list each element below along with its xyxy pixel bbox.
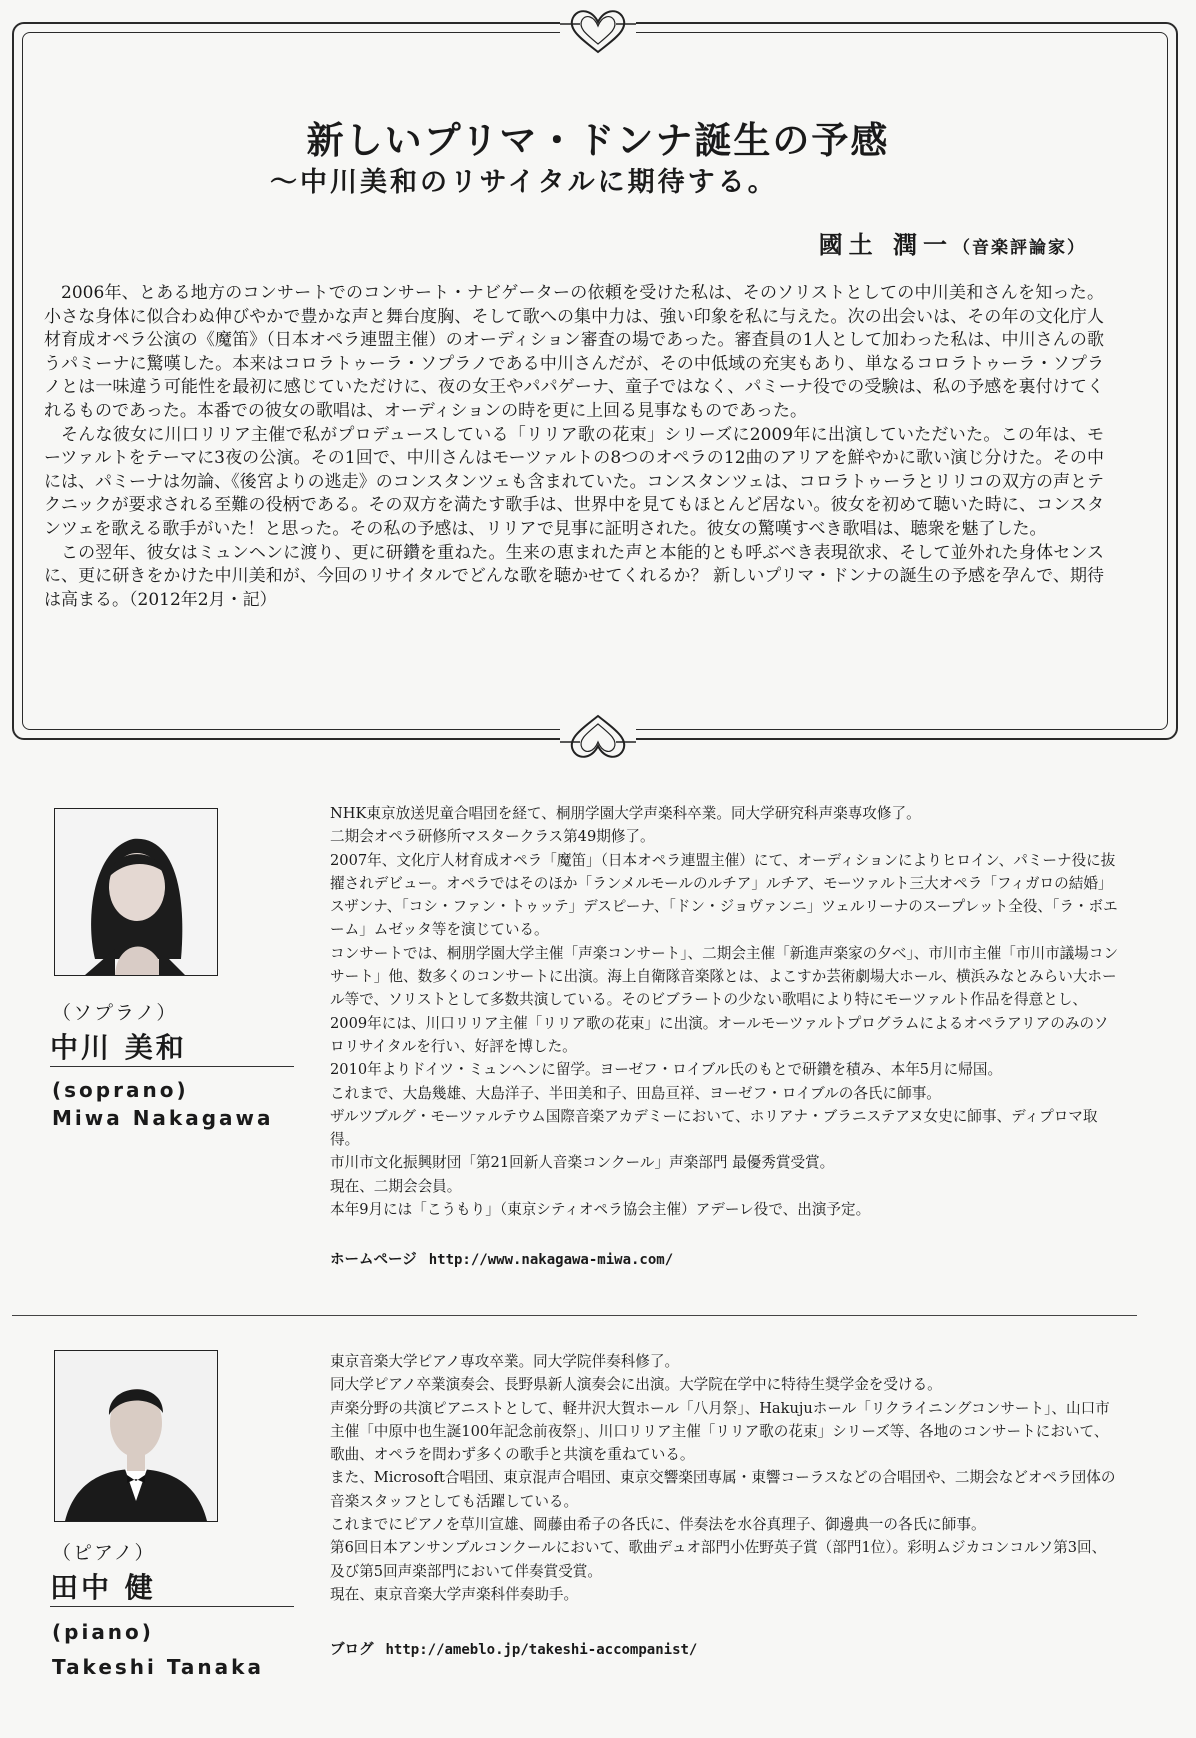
blog-label: ブログ [330,1642,374,1658]
bio-line: ザルツブルグ・モーツァルテウム国際音楽アカデミーにおいて、ホリアナ・ブラニステアヌ女史に師事、ディプロマ取得。 [330,1107,1098,1149]
bio-line: また、Microsoft合唱団、東京混声合唱団、東京交響楽団専属・東響コーラスなどの合唱団や、二期会などオペラ団体の音楽スタッフとしても活躍している。 [330,1469,1116,1510]
bio-line: コンサートでは、桐朋学園大学主催「声楽コンサート」、二期会主催「新進声楽家の夕べ」、市川市主催「市川市議場コンサート」他、数多くのコンサートに出演。海上自衛隊音楽隊とは、よこすか芸術劇場大ホール、横浜みなとみらい大ホール等で、ソリストとして多数共演している。そのビブラートの少ない歌唱により特にモーツァルト作品を得意とし、2009年には、川口リリア主催「リリア歌の花束」に出演。オールモーツァルトプログラムによるオペラアリアのみのソロリサイタルを行い、好評を博した。 [330,944,1119,1055]
pianist-name-en: Takeshi Tanaka [52,1655,264,1679]
bio-line: これまでにピアノを草川宣雄、岡藤由希子の各氏に、伴奏法を水谷真理子、御邊典一の各氏に師事。 [330,1516,986,1534]
author-name: 國土 潤一 [818,230,953,259]
pianist-bio [330,1350,1120,1606]
bio-line: NHK東京放送児童合唱団を経て、桐朋学園大学声楽科卒業。同大学研究科声楽専攻修了。 [330,805,921,822]
soprano-name-en: Miwa Nakagawa [52,1106,274,1130]
soprano-photo [54,808,218,976]
homepage-label: ホームページ [330,1252,417,1268]
pianist-photo [54,1350,218,1522]
soprano-role-jp: （ソプラノ） [52,1002,178,1024]
bio-line: 声楽分野の共演ピアニストとして、軽井沢大賀ホール「八月祭」、Hakujuホール「リクライニングコンサート」、山口市主催「中原中也生誕100年記念前夜祭」、川口リリア主催「リリア歌の花束」シリーズ等、各地のコンサートにおいて、歌曲、オペラを問わず多くの歌手と共演を重ねている。 [330,1399,1110,1464]
pianist-name-jp: 田中 健 [50,1571,156,1604]
heart-ornament-icon-bottom [560,708,636,768]
essay-author [819,225,1086,260]
soprano-name-jp: 中川 美和 [50,1031,187,1064]
bio-line: 東京音楽大学ピアノ専攻卒業。同大学院伴奏科修了。 [330,1353,680,1370]
pianist-blog [330,1638,697,1659]
soprano-role-en: (soprano) [52,1078,189,1102]
bio-line: 2010年よりドイツ・ミュンヘンに留学。ヨーゼフ・ロイブル氏のもとで研鑽を積み、本年5月に帰国。 [330,1061,1003,1079]
bio-line: 現在、二期会会員。 [330,1177,462,1195]
bio-line: これまで、大島幾雄、大島洋子、半田美和子、田島亘祥、ヨーゼフ・ロイブルの各氏に師事。 [330,1084,941,1102]
author-role: （音楽評論家） [953,238,1086,258]
pianist-name-rule [50,1606,294,1607]
bio-line: 2007年、文化庁人材育成オペラ「魔笛」（日本オペラ連盟主催）にて、オーディションによりヒロイン、パミーナ役に抜擢されデビュー。オペラではそのほか「ランメルモールのルチア」ルチア、モーツァルト三大オペラ「フィガロの結婚」スザンナ、「コシ・ファン・トゥッテ」デスピーナ、「ドン・ジョヴァンニ」ツェルリーナのスープレット全役、「ラ・ボエーム」ムゼッタ等を演じている。 [330,851,1118,939]
homepage-link[interactable]: http://www.nakagawa-miwa.com/ [428,1252,674,1268]
blog-link[interactable]: http://ameblo.jp/takeshi-accompanist/ [385,1642,698,1658]
bio-line: 現在、東京音楽大学声楽科伴奏助手。 [330,1585,579,1603]
section-divider [12,1315,1137,1316]
essay-title: 新しいプリマ・ドンナ誕生の予感 [306,118,890,162]
bio-line: 市川市文化振興財団「第21回新人音楽コンクール」声楽部門 最優秀賞受賞。 [330,1154,835,1172]
soprano-bio [330,802,1120,1221]
essay-paragraph: この翌年、彼女はミュンヘンに渡り、更に研鑽を重ねた。生来の恵まれた声と本能的とも呼ぶべき表現欲求、そして並外れた身体センスに、更に研きをかけた中川美和が、今回のリサイタルでどんな歌を聴かせてくれるか？ 新しいプリマ・ドンナの誕生の予感を孕んで、期待は高まる。（2012年2月・記） [44,542,1104,610]
bio-line: 本年9月には「こうもり」（東京シティオペラ協会主催）アデーレ役で、出演予定。 [330,1201,871,1219]
soprano-name-rule [50,1066,294,1067]
essay-body [44,282,1104,612]
pianist-role-jp: （ピアノ） [52,1542,156,1564]
essay-paragraph: 2006年、とある地方のコンサートでのコンサート・ナビゲーターの依頼を受けた私は、そのソリストとしての中川美和さんを知った。小さな身体に似合わぬ伸びやかで豊かな声と舞台度胸、そして歌への集中力は、強い印象を私に与えた。次の出会いは、その年の文化庁人材育成オペラ公演の《魔笛》（日本オペラ連盟主催）のオーディション審査の場であった。審査員の1人として加わった私は、中川さんの歌うパミーナに驚嘆した。本来はコロラトゥーラ・ソプラノである中川さんだが、その中低域の充実もあり、単なるコロラトゥーラ・ソプラノとは一味違う可能性を最初に感じていただけに、夜の女王やパパゲーナ、童子ではなく、パミーナ役での受験は、私の予感を裏付けてくれるものであった。本番での彼女の歌唱は、オーディションの時を更に上回る見事なものであった。 [44,283,1104,421]
soprano-homepage [330,1248,673,1269]
essay-paragraph: そんな彼女に川口リリア主催で私がプロデュースしている「リリア歌の花束」シリーズに2009年に出演していただいた。この年は、モーツァルトをテーマに3夜の公演。その1回で、中川さんはモーツァルトの8つのオペラの12曲のアリアを鮮やかに歌い演じ分けた。その中には、パミーナは勿論、《後宮よりの逃走》のコンスタンツェも含まれていた。コンスタンツェは、コロラトゥーラとリリコの双方の声とテクニックが要求される至難の役柄である。その双方を満たす歌手は、世界中を見てもほとんど居ない。彼女を初めて聴いた時に、コンスタンツェを歌える歌手がいた！と思った。その私の予感は、リリアで見事に証明された。彼女の驚嘆すべき歌唱は、聴衆を魅了した。 [44,424,1104,539]
bio-line: 同大学ピアノ卒業演奏会、長野県新人演奏会に出演。大学院在学中に特待生奨学金を受ける。 [330,1376,942,1394]
pianist-role-en: (piano) [52,1620,154,1644]
bio-line: 二期会オペラ研修所マスタークラス第49期修了。 [330,828,655,846]
bio-line: 第6回日本アンサンブルコンクールにおいて、歌曲デュオ部門小佐野英子賞（部門1位）。彩明ムジカコンコルソ第3回、及び第5回声楽部門において伴奏賞受賞。 [330,1539,1107,1580]
heart-ornament-icon-top [560,0,636,60]
essay-subtitle: ～中川美和のリサイタルに期待する。 [270,167,778,198]
